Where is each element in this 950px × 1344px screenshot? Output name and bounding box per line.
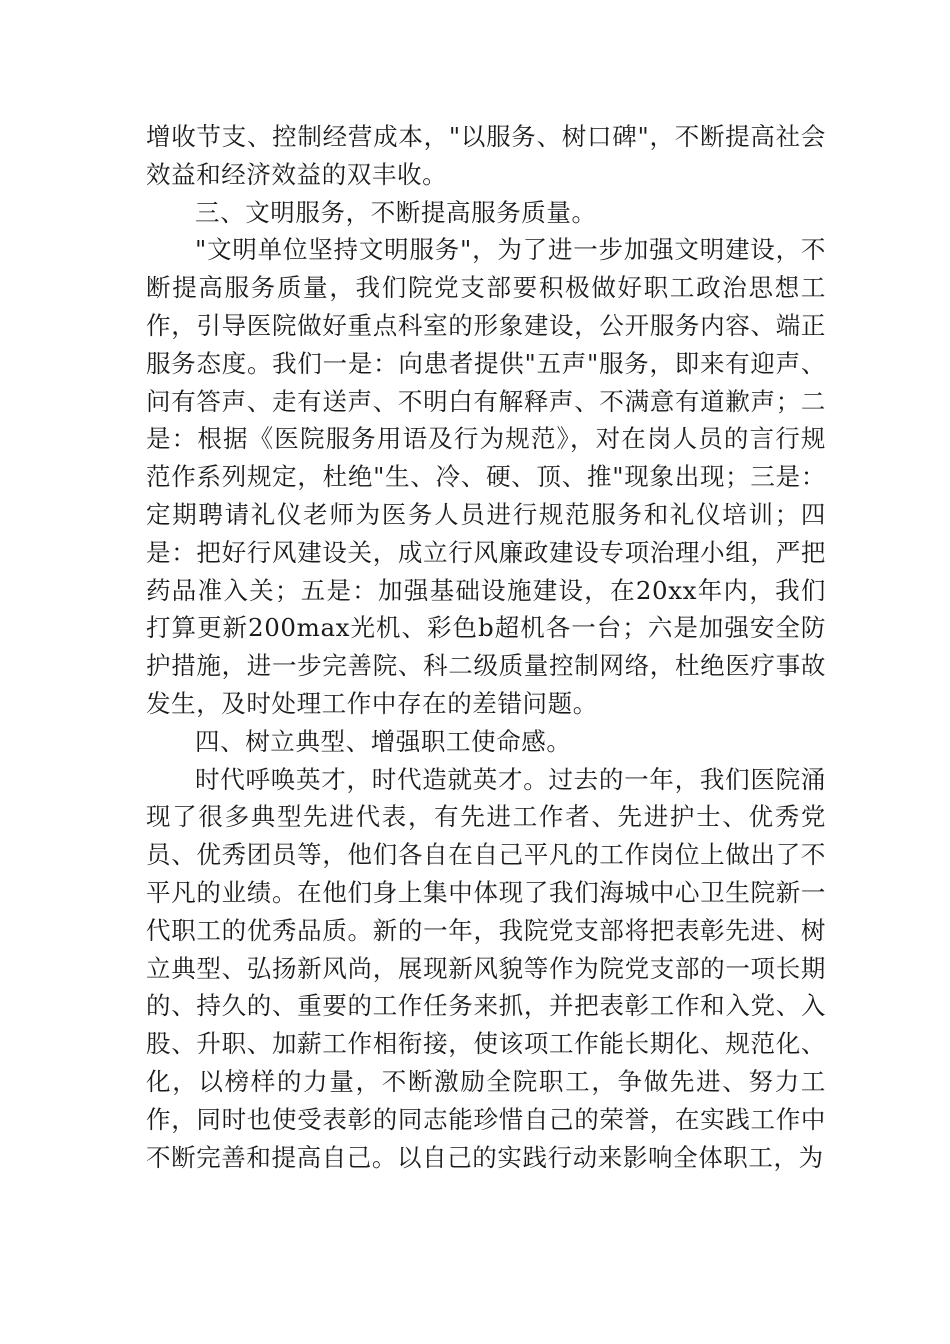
section-heading-3: 三、文明服务，不断提高服务质量。 (195, 197, 597, 227)
paragraph-continuation: 增收节支、控制经营成本，"以服务、树口碑"，不断提高社会效益和经济效益的双丰收。 (146, 122, 826, 189)
document-body (146, 118, 826, 1176)
paragraph-civilized-service: "文明单位坚持文明服务"，为了进一步加强文明建设，不断提高服务质量，我们院党支部要积极做好职工政治思想工作，引导医院做好重点科室的形象建设，公开服务内容、端正服务态度。我们一是：向患者提供"五声"服务，即来有迎声、问有答声、走有送声、不明白有解释声、不满意有道歉声；二是：根据《医院服务用语及行为规范》，对在岗人员的言行规范作系列规定，杜绝"生、冷、硬、顶、推"现象出现；三是：定期聘请礼仪老师为医务人员进行规范服务和礼仪培训；四是：把好行风建设关，成立行风廉政建设专项治理小组，严把药品准入关；五是：加强基础设施建设，在20xx年内，我们打算更新200max光机、彩色b超机各一台；六是加强安全防护措施，进一步完善院、科二级质量控制网络，杜绝医疗事故发生，及时处理工作中存在的差错问题。 (146, 235, 826, 718)
paragraph-role-models: 时代呼唤英才，时代造就英才。过去的一年，我们医院涌现了很多典型先进代表，有先进工作者、先进护士、优秀党员、优秀团员等，他们各自在自己平凡的工作岗位上做出了不平凡的业绩。在他们身上集中体现了我们海城中心卫生院新一代职工的优秀品质。新的一年，我院党支部将把表彰先进、树立典型、弘扬新风尚，展现新风貌等作为院党支部的一项长期的、持久的、重要的工作任务来抓，并把表彰工作和入党、入股、升职、加薪工作相衔接，使该项工作能长期化、规范化、化，以榜样的力量，不断激励全院职工，争做先进、努力工作，同时也使受表彰的同志能珍惜自己的荣誉，在实践工作中不断完善和提高自己。以自己的实践行动来影响全体职工，为 (146, 764, 826, 1172)
section-heading-4: 四、树立典型、增强职工使命感。 (195, 726, 572, 756)
